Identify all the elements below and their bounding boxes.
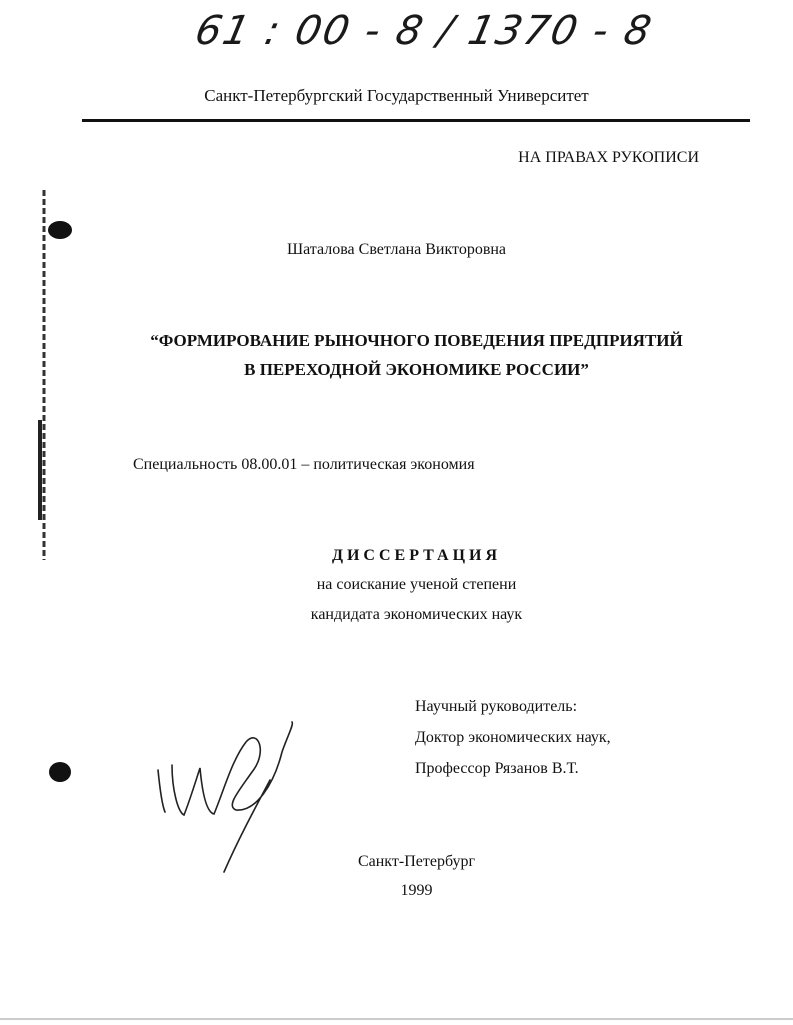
city: Санкт-Петербург xyxy=(357,853,476,870)
archive-code: 61 : 00 - 8 / 1370 - 8 xyxy=(191,8,657,54)
university-name: Санкт-Петербургский Государственный Университет xyxy=(204,86,589,105)
author-name: Шаталова Светлана Викторовна xyxy=(286,241,507,258)
year: 1999 xyxy=(400,882,433,899)
degree-line-2: кандидата экономических наук xyxy=(310,606,523,623)
specialty: Специальность 08.00.01 – политическая экономия xyxy=(133,456,475,473)
degree-line-1: на соискание ученой степени xyxy=(316,576,517,593)
advisor-name: Профессор Рязанов В.Т. xyxy=(415,760,579,777)
advisor-heading: Научный руководитель: xyxy=(415,698,578,715)
thesis-title-line-1: “ФОРМИРОВАНИЕ РЫНОЧНОГО ПОВЕДЕНИЯ ПРЕДПРИЯТИЙ xyxy=(150,331,683,350)
dissertation-label: ДИССЕРТАЦИЯ xyxy=(331,547,502,564)
thesis-title-line-2: В ПЕРЕХОДНОЙ ЭКОНОМИКЕ РОССИИ” xyxy=(244,360,589,379)
rights-notice: НА ПРАВАХ РУКОПИСИ xyxy=(518,149,699,166)
signature-stroke xyxy=(158,722,292,872)
advisor-degree: Доктор экономических наук, xyxy=(415,729,611,746)
